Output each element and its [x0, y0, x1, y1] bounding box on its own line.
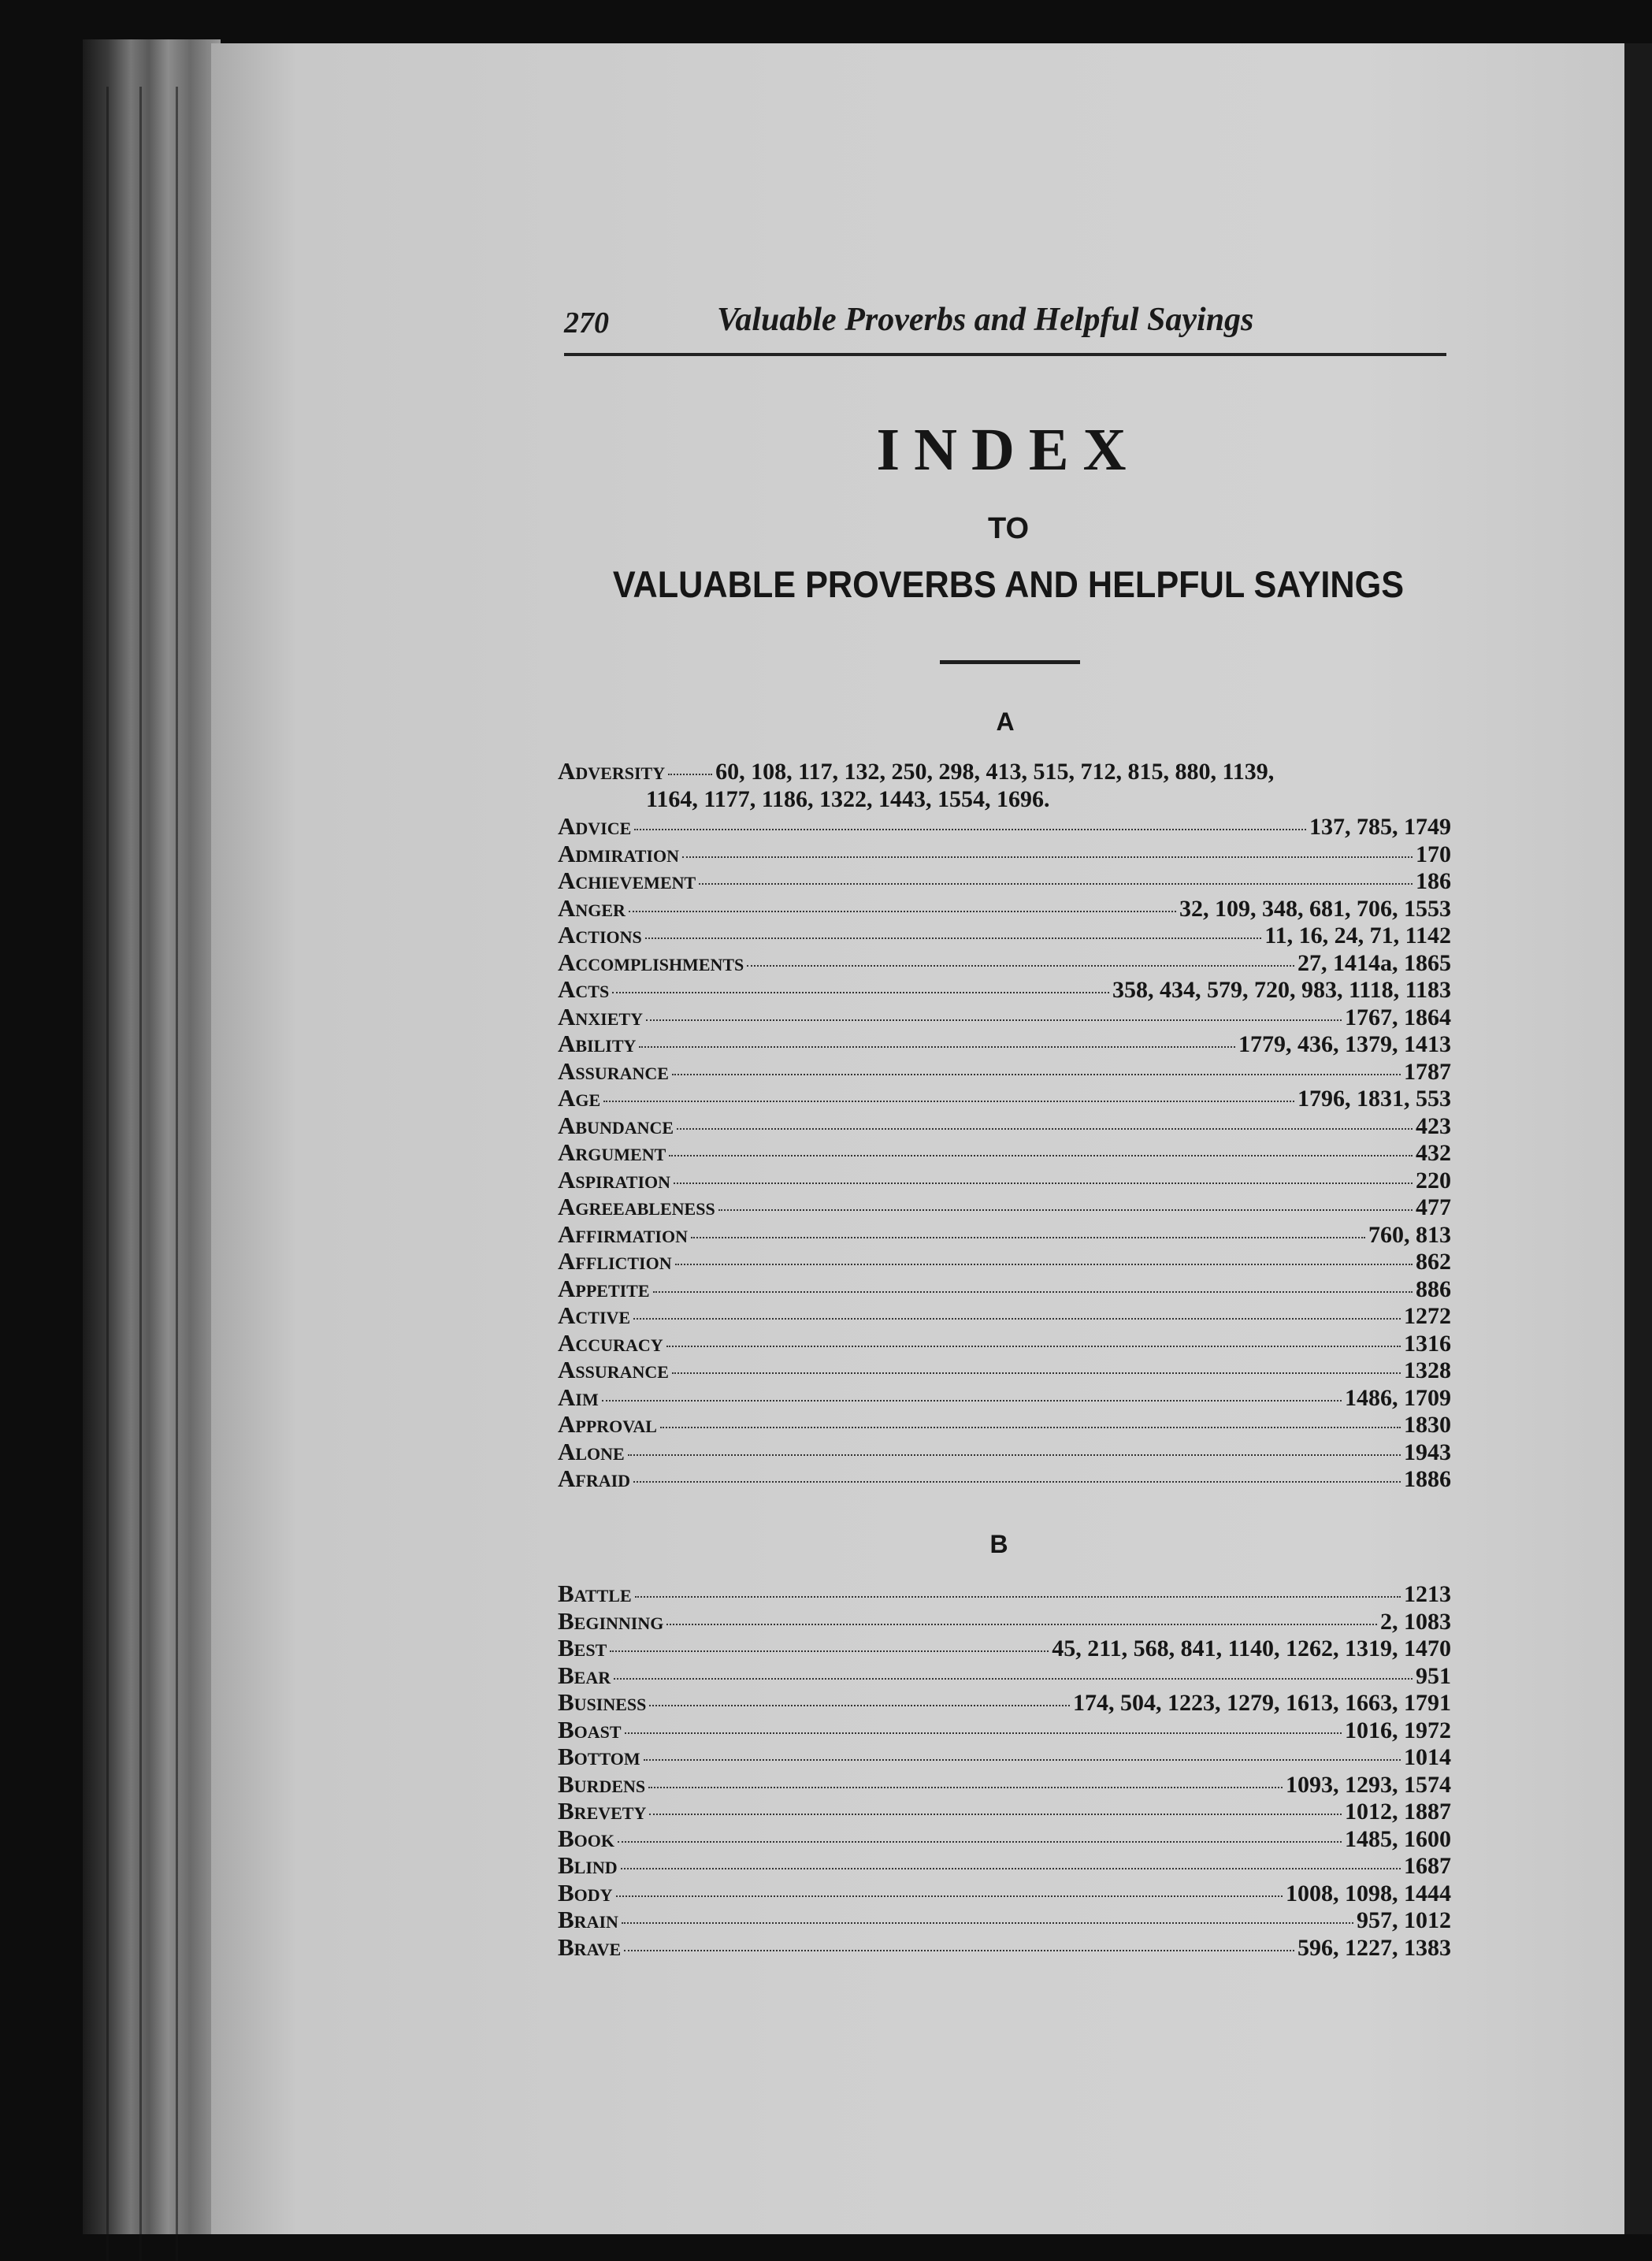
index-refs: 174, 504, 1223, 1279, 1613, 1663, 1791 [1073, 1690, 1451, 1716]
index-section-a [558, 758, 1451, 1493]
index-refs: 11, 16, 24, 71, 1142 [1264, 923, 1451, 949]
section-letter-b: B [989, 1530, 1008, 1558]
dot-leader [691, 1237, 1365, 1238]
dot-leader [649, 1705, 1070, 1706]
dot-leader [634, 829, 1306, 830]
index-refs: 186 [1416, 868, 1451, 894]
index-term: Battle [558, 1580, 632, 1607]
dot-leader [624, 1950, 1294, 1951]
index-subtitle: VALUABLE PROVERBS AND HELPFUL SAYINGS [612, 563, 1405, 605]
index-section-b [558, 1580, 1451, 1961]
index-term: Age [558, 1084, 601, 1112]
index-term: Advice [558, 812, 632, 840]
index-term: Book [558, 1824, 615, 1852]
index-entry [558, 1221, 1451, 1249]
index-refs: 220 [1416, 1167, 1451, 1194]
index-title: INDEX [876, 417, 1141, 483]
index-entry [558, 1167, 1451, 1194]
dot-leader [666, 1624, 1377, 1625]
index-entry [558, 1330, 1451, 1357]
index-refs: 137, 785, 1749 [1309, 814, 1451, 840]
index-refs: 1787 [1404, 1058, 1451, 1085]
index-refs: 60, 108, 117, 132, 250, 298, 413, 515, 712, 815, 880, 1139, [715, 759, 1275, 785]
index-refs: 1016, 1972 [1345, 1717, 1451, 1743]
index-term: Achievement [558, 867, 696, 894]
index-refs: 1014 [1404, 1744, 1451, 1770]
dot-leader [644, 1759, 1401, 1761]
dot-leader [633, 1318, 1401, 1320]
index-term: Bear [558, 1661, 611, 1689]
index-term: Agreeableness [558, 1193, 715, 1220]
index-term: Boast [558, 1715, 622, 1743]
index-entry [558, 1275, 1451, 1303]
index-entry [558, 1608, 1451, 1635]
index-refs: 1886 [1404, 1466, 1451, 1492]
index-refs: 1767, 1864 [1345, 1004, 1451, 1030]
title-rule [940, 660, 1080, 664]
index-refs: 1328 [1404, 1357, 1451, 1383]
index-refs: 27, 1414a, 1865 [1297, 949, 1451, 976]
index-entry [558, 1771, 1451, 1799]
index-refs: 957, 1012 [1357, 1907, 1451, 1933]
index-entry [558, 1302, 1451, 1330]
index-entry [558, 1248, 1451, 1275]
dot-leader [669, 1155, 1413, 1156]
index-term: Body [558, 1878, 613, 1906]
index-entry [558, 1580, 1451, 1608]
index-term: Bottom [558, 1743, 640, 1770]
index-entry [558, 1004, 1451, 1031]
index-term: Argument [558, 1138, 666, 1166]
index-entry [558, 1465, 1451, 1493]
dot-leader [612, 992, 1109, 993]
index-term: Accomplishments [558, 948, 744, 976]
index-entry [558, 1085, 1451, 1112]
index-refs: 477 [1416, 1194, 1451, 1220]
index-term: Brevety [558, 1797, 647, 1825]
index-entry [558, 1635, 1451, 1662]
index-refs: 1093, 1293, 1574 [1286, 1771, 1451, 1798]
index-refs: 886 [1416, 1275, 1451, 1302]
dot-leader [633, 1481, 1401, 1483]
dot-leader [622, 1922, 1353, 1924]
index-term: Adversity [558, 757, 666, 785]
dot-leader [666, 1346, 1401, 1347]
dot-leader [674, 1182, 1413, 1184]
dot-leader [747, 965, 1294, 967]
index-term: Active [558, 1301, 631, 1329]
index-refs: 760, 813 [1368, 1221, 1451, 1248]
dot-leader [646, 1019, 1342, 1021]
index-term: Accuracy [558, 1328, 663, 1357]
index-entry [558, 1852, 1451, 1880]
dot-leader [675, 1264, 1413, 1265]
index-entry [558, 1825, 1451, 1853]
index-refs: 32, 109, 348, 681, 706, 1553 [1179, 895, 1451, 922]
index-entry [558, 1030, 1451, 1058]
dot-leader [672, 1372, 1401, 1374]
dot-leader [603, 1101, 1294, 1102]
index-refs: 1796, 1831, 553 [1297, 1086, 1451, 1112]
index-entry [558, 1139, 1451, 1167]
dot-leader [718, 1209, 1413, 1211]
index-refs: 1687 [1404, 1853, 1451, 1879]
index-entry [558, 976, 1451, 1004]
index-entry [558, 1411, 1451, 1439]
index-refs: 1213 [1404, 1581, 1451, 1607]
index-refs-continued: 1164, 1177, 1186, 1322, 1443, 1554, 1696. [646, 785, 1050, 812]
index-entry [558, 1384, 1451, 1412]
dot-leader [614, 1678, 1413, 1680]
index-term: Actions [558, 921, 642, 949]
index-refs: 432 [1416, 1140, 1451, 1166]
index-entry [558, 1439, 1451, 1466]
index-term: Afraid [558, 1465, 631, 1492]
index-term: Abundance [558, 1111, 674, 1139]
index-term: Aim [558, 1383, 599, 1411]
index-entry [558, 1194, 1451, 1221]
index-term: Alone [558, 1437, 625, 1465]
index-entry [558, 1906, 1451, 1934]
index-term: Brain [558, 1906, 618, 1933]
index-entry [558, 813, 1451, 841]
section-letter-a: A [996, 707, 1015, 736]
index-refs: 45, 211, 568, 841, 1140, 1262, 1319, 1470 [1052, 1635, 1451, 1661]
index-refs: 358, 434, 579, 720, 983, 1118, 1183 [1112, 977, 1451, 1003]
dot-leader [635, 1596, 1401, 1598]
index-entry [558, 1743, 1451, 1771]
index-refs: 1008, 1098, 1444 [1286, 1880, 1451, 1906]
index-entry [558, 1689, 1451, 1717]
index-entry [558, 1662, 1451, 1690]
book-spine [83, 39, 221, 2234]
index-refs: 170 [1416, 841, 1451, 867]
dot-leader [682, 856, 1413, 858]
index-refs: 2, 1083 [1380, 1608, 1451, 1635]
index-term: Assurance [558, 1356, 669, 1383]
index-term: Brave [558, 1932, 622, 1961]
index-refs: 1486, 1709 [1345, 1384, 1451, 1411]
index-entry [558, 1798, 1451, 1825]
spine-crease [139, 87, 142, 2261]
index-refs: 1272 [1404, 1303, 1451, 1329]
index-term: Aspiration [558, 1165, 671, 1194]
index-refs: 1485, 1600 [1345, 1825, 1451, 1852]
index-title-to: TO [987, 512, 1030, 545]
index-term: Admiration [558, 839, 679, 867]
index-entry [558, 895, 1451, 923]
index-refs: 423 [1416, 1112, 1451, 1139]
index-refs: 862 [1416, 1249, 1451, 1275]
index-term: Approval [558, 1410, 657, 1438]
dot-leader [602, 1400, 1342, 1402]
index-entry [558, 1934, 1451, 1962]
dot-leader [660, 1427, 1401, 1428]
page-number: 270 [564, 306, 609, 340]
index-term: Appetite [558, 1274, 650, 1302]
index-refs: 1830 [1404, 1412, 1451, 1438]
running-title: Valuable Proverbs and Helpful Sayings [717, 302, 1254, 338]
index-term: Assurance [558, 1056, 669, 1085]
index-term: Acts [558, 975, 610, 1003]
dot-leader [648, 1787, 1283, 1788]
index-term: Affliction [558, 1247, 672, 1275]
index-term: Beginning [558, 1606, 664, 1635]
dot-leader [645, 937, 1262, 939]
index-term: Burdens [558, 1769, 646, 1798]
spine-crease [176, 87, 178, 2261]
index-term: Business [558, 1688, 647, 1716]
spine-crease [106, 87, 109, 2261]
dot-leader [649, 1814, 1342, 1815]
index-refs: 596, 1227, 1383 [1297, 1934, 1451, 1961]
index-entry [558, 1112, 1451, 1140]
index-term: Best [558, 1634, 607, 1661]
running-header [564, 298, 1446, 356]
dot-leader [629, 911, 1176, 912]
index-entry [558, 1058, 1451, 1086]
dot-leader [668, 774, 712, 775]
index-term: Blind [558, 1851, 618, 1879]
dot-leader [621, 1868, 1401, 1869]
index-entry [558, 1357, 1451, 1384]
index-refs: 1779, 436, 1379, 1413 [1238, 1031, 1451, 1057]
index-entry [558, 841, 1451, 868]
index-term: Anger [558, 893, 626, 922]
index-entry [558, 758, 1451, 813]
index-term: Affirmation [558, 1220, 688, 1248]
dot-leader [672, 1074, 1401, 1075]
index-refs: 1316 [1404, 1330, 1451, 1357]
index-refs: 1943 [1404, 1439, 1451, 1465]
index-term: Anxiety [558, 1002, 643, 1030]
index-entry [558, 867, 1451, 895]
index-refs: 1012, 1887 [1345, 1799, 1451, 1825]
page-right-edge [1624, 43, 1652, 2234]
dot-leader [677, 1128, 1413, 1130]
dot-leader [625, 1732, 1342, 1734]
index-entry [558, 949, 1451, 977]
dot-leader [653, 1291, 1413, 1293]
index-entry [558, 922, 1451, 949]
dot-leader [618, 1841, 1342, 1843]
dot-leader [610, 1650, 1049, 1652]
index-entry [558, 1880, 1451, 1907]
dot-leader [639, 1046, 1235, 1048]
index-refs: 951 [1416, 1662, 1451, 1689]
index-entry [558, 1717, 1451, 1744]
dot-leader [616, 1895, 1283, 1897]
dot-leader [628, 1454, 1401, 1456]
dot-leader [699, 883, 1413, 885]
index-term: Ability [558, 1030, 637, 1057]
